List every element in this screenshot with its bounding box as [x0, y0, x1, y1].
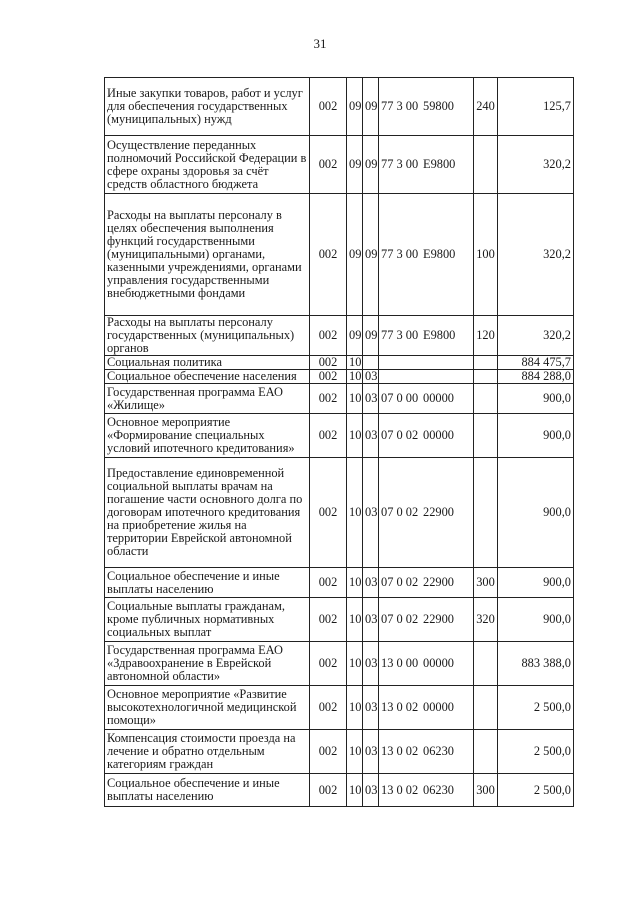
- target-article-program: 77 3 00: [381, 99, 419, 113]
- grbs-code-cell: 002: [310, 686, 347, 730]
- amount-cell: 2 500,0: [498, 730, 574, 774]
- target-article-cell: [379, 414, 474, 458]
- target-article-program: 13 0 02: [381, 700, 419, 714]
- section-code-cell: 09: [347, 194, 363, 316]
- amount-cell: 125,7: [498, 78, 574, 136]
- row-name-cell: Предоставление единовременной социальной выплаты врачам на погашение части основного долга по договорам ипотечного кредитования на приобретение жилья на территории Еврейской автономной области: [105, 458, 310, 568]
- grbs-code-cell: 002: [310, 598, 347, 642]
- subsection-code-cell: 03: [363, 458, 379, 568]
- target-article-cell: [379, 458, 474, 568]
- grbs-code-cell: 002: [310, 78, 347, 136]
- grbs-code-cell: 002: [310, 384, 347, 414]
- target-article-program: 07 0 02: [381, 428, 419, 442]
- table-row: [105, 356, 574, 370]
- amount-cell: 900,0: [498, 384, 574, 414]
- subsection-code-cell: 03: [363, 414, 379, 458]
- table-row: [105, 598, 574, 642]
- expense-type-cell: [474, 384, 498, 414]
- section-code-cell: 10: [347, 686, 363, 730]
- target-article-cell: [379, 686, 474, 730]
- target-article-cell: [379, 370, 474, 384]
- target-article-program: 07 0 00: [381, 391, 419, 405]
- amount-cell: 900,0: [498, 458, 574, 568]
- section-code-cell: 09: [347, 316, 363, 356]
- subsection-code-cell: 03: [363, 384, 379, 414]
- amount-cell: 2 500,0: [498, 774, 574, 807]
- target-article-direction: 00000: [423, 700, 454, 714]
- target-article-direction: 06230: [423, 744, 454, 758]
- target-article-direction: E9800: [423, 157, 456, 171]
- target-article-program: 13 0 02: [381, 782, 419, 797]
- target-article-direction: 22900: [423, 575, 454, 589]
- subsection-code-cell: 03: [363, 730, 379, 774]
- table-row: [105, 686, 574, 730]
- target-article-program: 07 0 02: [381, 505, 419, 519]
- row-name-cell: Расходы на выплаты персоналу государственных (муниципальных) органов: [105, 316, 310, 356]
- expense-type-cell: [474, 414, 498, 458]
- expense-type-cell: [474, 730, 498, 774]
- target-article-direction: 59800: [423, 99, 454, 113]
- amount-cell: 2 500,0: [498, 686, 574, 730]
- target-article-cell: [379, 774, 474, 807]
- section-code-cell: 09: [347, 136, 363, 194]
- row-name-cell: Осуществление переданных полномочий Российской Федерации в сфере охраны здоровья за счёт средств областного бюджета: [105, 136, 310, 194]
- subsection-code-cell: 09: [363, 316, 379, 356]
- table-row: [105, 370, 574, 384]
- subsection-code-cell: 09: [363, 78, 379, 136]
- row-name-cell: Социальное обеспечение населения: [105, 370, 310, 384]
- target-article-direction: 06230: [423, 782, 454, 797]
- expense-type-cell: 320: [474, 598, 498, 642]
- target-article-cell: [379, 78, 474, 136]
- subsection-code-cell: 03: [363, 774, 379, 807]
- table-row: [105, 458, 574, 568]
- expense-type-cell: [474, 686, 498, 730]
- section-code-cell: 10: [347, 414, 363, 458]
- table-row: [105, 78, 574, 136]
- target-article-cell: [379, 194, 474, 316]
- expense-type-cell: 300: [474, 774, 498, 807]
- expense-type-cell: [474, 356, 498, 370]
- target-article-program: 13 0 02: [381, 744, 419, 758]
- section-code-cell: 09: [347, 78, 363, 136]
- table-row: [105, 568, 574, 598]
- subsection-code-cell: 03: [363, 568, 379, 598]
- amount-cell: 320,2: [498, 194, 574, 316]
- row-name-cell: Основное мероприятие «Формирование специальных условий ипотечного кредитования»: [105, 414, 310, 458]
- table-row: [105, 730, 574, 774]
- target-article-program: 77 3 00: [381, 328, 419, 342]
- target-article-program: 77 3 00: [381, 247, 419, 261]
- section-code-cell: 10: [347, 642, 363, 686]
- grbs-code-cell: 002: [310, 370, 347, 384]
- section-code-cell: 10: [347, 774, 363, 807]
- target-article-cell: [379, 356, 474, 370]
- amount-cell: 320,2: [498, 136, 574, 194]
- section-code-cell: 10: [347, 384, 363, 414]
- grbs-code-cell: 002: [310, 194, 347, 316]
- expense-type-cell: 300: [474, 568, 498, 598]
- grbs-code-cell: 002: [310, 316, 347, 356]
- amount-cell: 883 388,0: [498, 642, 574, 686]
- subsection-code-cell: 09: [363, 194, 379, 316]
- target-article-cell: [379, 136, 474, 194]
- amount-cell: 884 288,0: [498, 370, 574, 384]
- target-article-direction: 00000: [423, 428, 454, 442]
- expense-type-cell: 100: [474, 194, 498, 316]
- subsection-code-cell: 03: [363, 598, 379, 642]
- grbs-code-cell: 002: [310, 458, 347, 568]
- subsection-code-cell: 03: [363, 370, 379, 384]
- subsection-code-cell: 03: [363, 686, 379, 730]
- subsection-code-cell: 03: [363, 642, 379, 686]
- section-code-cell: 10: [347, 598, 363, 642]
- table-row: [105, 136, 574, 194]
- grbs-code-cell: 002: [310, 356, 347, 370]
- target-article-cell: [379, 384, 474, 414]
- grbs-code-cell: 002: [310, 136, 347, 194]
- row-name-cell: Государственная программа ЕАО «Здравоохранение в Еврейской автономной области»: [105, 642, 310, 686]
- target-article-program: 13 0 00: [381, 656, 419, 670]
- table-row: [105, 642, 574, 686]
- row-name-cell: Компенсация стоимости проезда на лечение и обратно отдельным категориям граждан: [105, 730, 310, 774]
- row-name-cell: Расходы на выплаты персоналу в целях обеспечения выполнения функций государственными (муниципальными) органами, казенными учреждениями, органами управления государственными внебюджетными фондами: [105, 194, 310, 316]
- subsection-code-cell: [363, 356, 379, 370]
- table-row: [105, 194, 574, 316]
- expense-type-cell: [474, 370, 498, 384]
- expense-type-cell: 240: [474, 78, 498, 136]
- target-article-direction: 22900: [423, 612, 454, 626]
- expense-type-cell: [474, 458, 498, 568]
- target-article-direction: 00000: [423, 656, 454, 670]
- target-article-cell: [379, 730, 474, 774]
- section-code-cell: 10: [347, 458, 363, 568]
- table-row: [105, 774, 574, 807]
- expense-type-cell: [474, 136, 498, 194]
- table-row: [105, 414, 574, 458]
- target-article-direction: 22900: [423, 505, 454, 519]
- row-name-cell: Иные закупки товаров, работ и услуг для обеспечения государственных (муниципальных) нужд: [105, 78, 310, 136]
- section-code-cell: 10: [347, 568, 363, 598]
- page-number: 31: [313, 36, 327, 51]
- target-article-direction: 00000: [423, 391, 454, 405]
- target-article-cell: [379, 642, 474, 686]
- budget-table-body: [105, 78, 574, 807]
- expense-type-cell: [474, 642, 498, 686]
- amount-cell: 900,0: [498, 568, 574, 598]
- target-article-direction: E9800: [423, 328, 456, 342]
- row-name-cell: Основное мероприятие «Развитие высокотехнологичной медицинской помощи»: [105, 686, 310, 730]
- row-name-cell: Социальные выплаты гражданам, кроме публичных нормативных социальных выплат: [105, 598, 310, 642]
- grbs-code-cell: 002: [310, 414, 347, 458]
- grbs-code-cell: 002: [310, 568, 347, 598]
- row-name-cell: Социальная политика: [105, 356, 310, 370]
- budget-table: [104, 77, 574, 807]
- target-article-cell: [379, 316, 474, 356]
- row-name-cell: Социальное обеспечение и иные выплаты населению: [105, 568, 310, 598]
- section-code-cell: 10: [347, 370, 363, 384]
- target-article-program: 77 3 00: [381, 157, 419, 171]
- section-code-cell: 10: [347, 356, 363, 370]
- target-article-program: 07 0 02: [381, 575, 419, 589]
- amount-cell: 320,2: [498, 316, 574, 356]
- table-row: [105, 316, 574, 356]
- amount-cell: 900,0: [498, 414, 574, 458]
- amount-cell: 884 475,7: [498, 356, 574, 370]
- target-article-direction: E9800: [423, 247, 456, 261]
- grbs-code-cell: 002: [310, 730, 347, 774]
- amount-cell: 900,0: [498, 598, 574, 642]
- row-name-cell: Государственная программа ЕАО «Жилище»: [105, 384, 310, 414]
- row-name-cell: Социальное обеспечение и иные выплаты населению: [105, 774, 310, 807]
- section-code-cell: 10: [347, 730, 363, 774]
- target-article-cell: [379, 598, 474, 642]
- grbs-code-cell: 002: [310, 774, 347, 807]
- subsection-code-cell: 09: [363, 136, 379, 194]
- target-article-cell: [379, 568, 474, 598]
- table-row: [105, 384, 574, 414]
- grbs-code-cell: 002: [310, 642, 347, 686]
- expense-type-cell: 120: [474, 316, 498, 356]
- target-article-program: 07 0 02: [381, 612, 419, 626]
